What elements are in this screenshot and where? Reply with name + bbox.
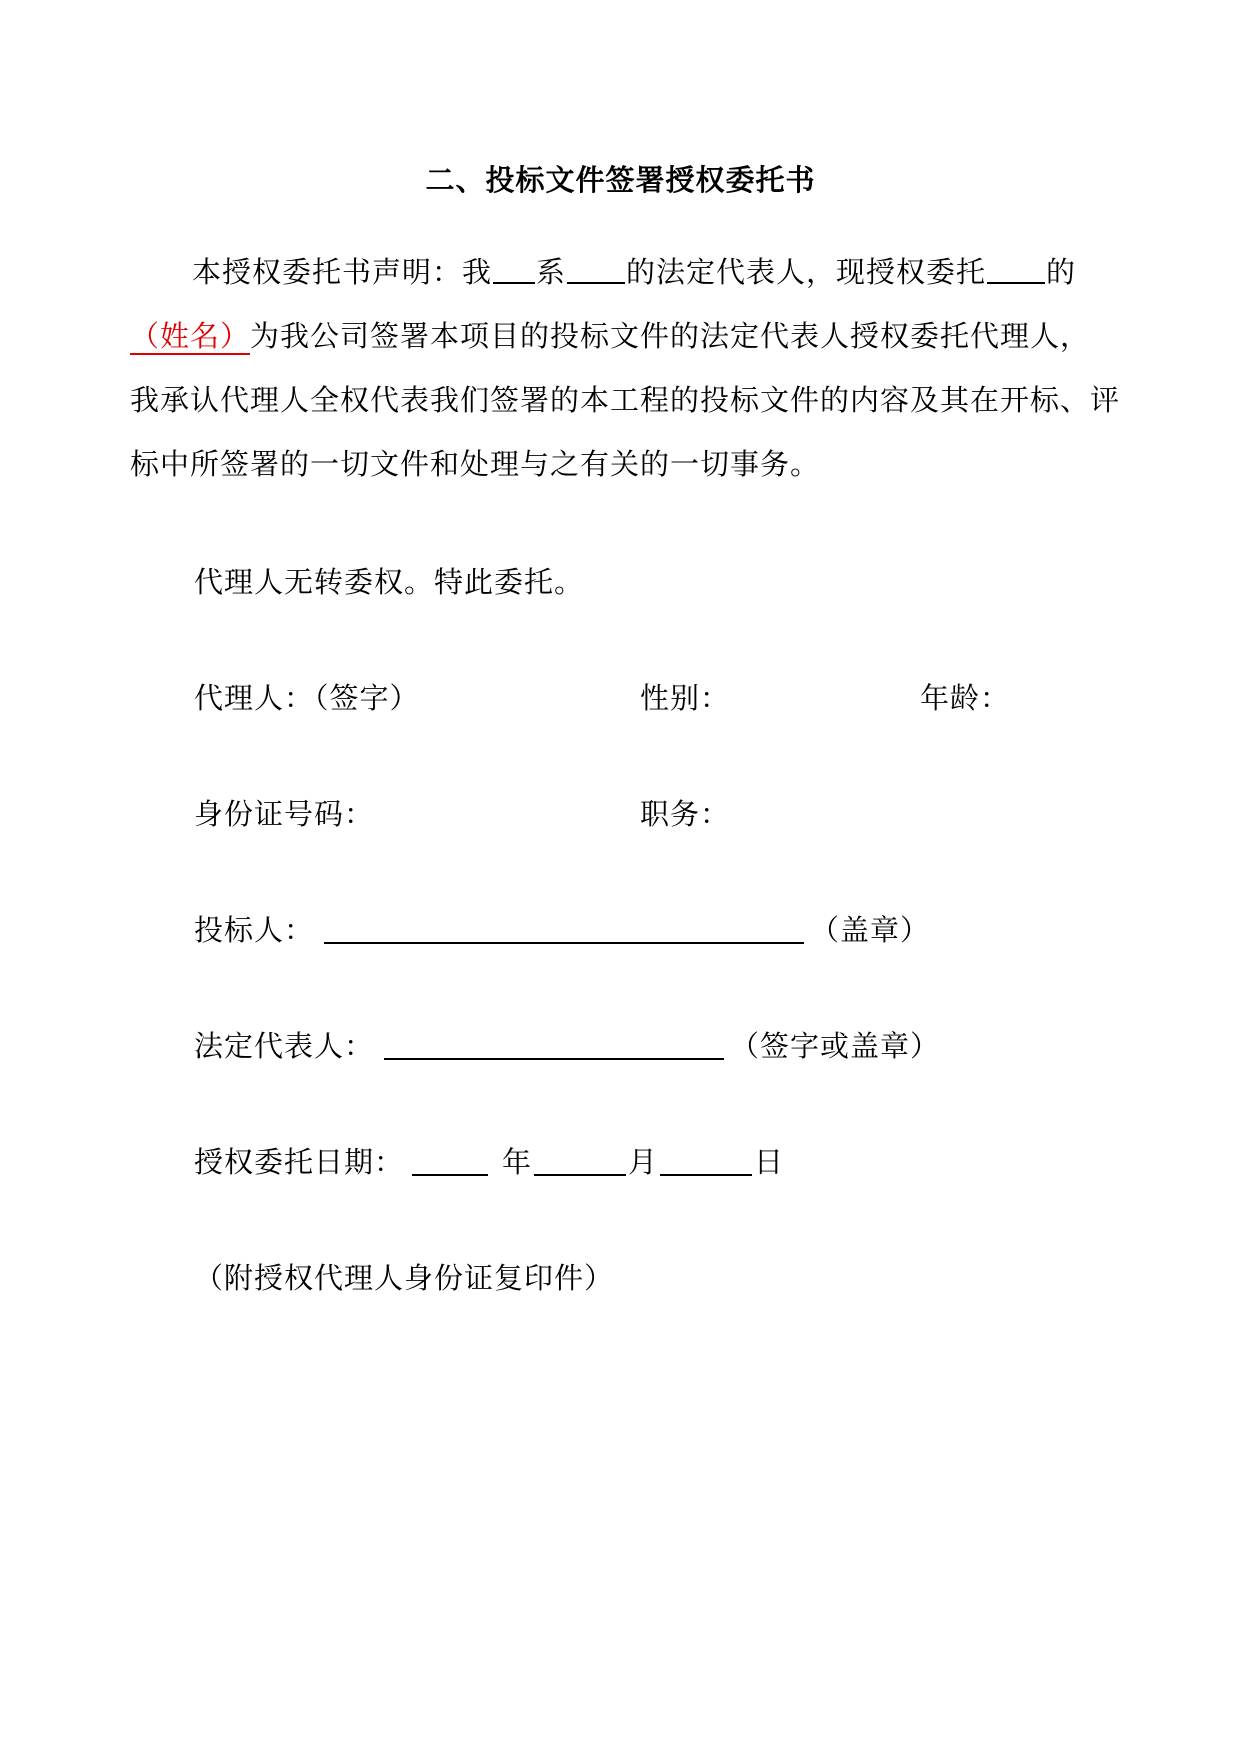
year-blank[interactable] [412,1144,488,1176]
bidder-signature-line[interactable] [324,912,804,944]
company-name-blank[interactable] [567,252,625,284]
page-title: 二、投标文件签署授权委托书 [425,163,816,197]
legal-rep-signature-line[interactable] [384,1028,724,1060]
position-label: 职务： [640,797,731,831]
intro-text-5: 为我公司签署本项目的投标文件的法定代表人授权委托代理人，我承认代理人全权代表我们签署的本工程的投标文件的内容及其在开标、评标中所签署的一切文件和处理与之有关的一切事务。 [130,319,1121,481]
month-blank[interactable] [534,1144,626,1176]
legal-rep-row [194,1026,940,1066]
id-number-label: 身份证号码： [194,797,375,831]
intro-text-1: 本授权委托书声明：我 [192,255,493,289]
age-label: 年龄： [920,681,1011,715]
legal-rep-label: 法定代表人： [194,1029,375,1063]
bidder-label: 投标人： [194,913,315,947]
bidder-seal-note: （盖章） [810,913,931,947]
legal-rep-name-blank[interactable] [493,252,535,284]
day-blank[interactable] [660,1144,752,1176]
date-row [194,1142,784,1182]
day-label: 日 [754,1145,785,1179]
no-sub-delegation-statement: 代理人无转委权。特此委托。 [194,565,585,599]
legal-rep-seal-note: （签字或盖章） [730,1029,941,1063]
agent-unit-blank[interactable] [987,252,1045,284]
attachment-note: （附授权代理人身份证复印件） [194,1261,615,1295]
intro-text-3: 的法定代表人，现授权委托 [626,255,987,289]
intro-text-4: 的 [1046,255,1077,289]
intro-paragraph [130,240,1120,496]
year-label: 年 [502,1145,533,1179]
bidder-row [194,910,930,950]
agent-signature-label: 代理人：（签字） [194,681,420,715]
month-label: 月 [628,1145,659,1179]
agent-name-placeholder[interactable]: （姓名） [130,319,251,353]
gender-label: 性别： [640,681,731,715]
date-label: 授权委托日期： [194,1145,405,1179]
intro-text-2: 系 [536,255,567,289]
